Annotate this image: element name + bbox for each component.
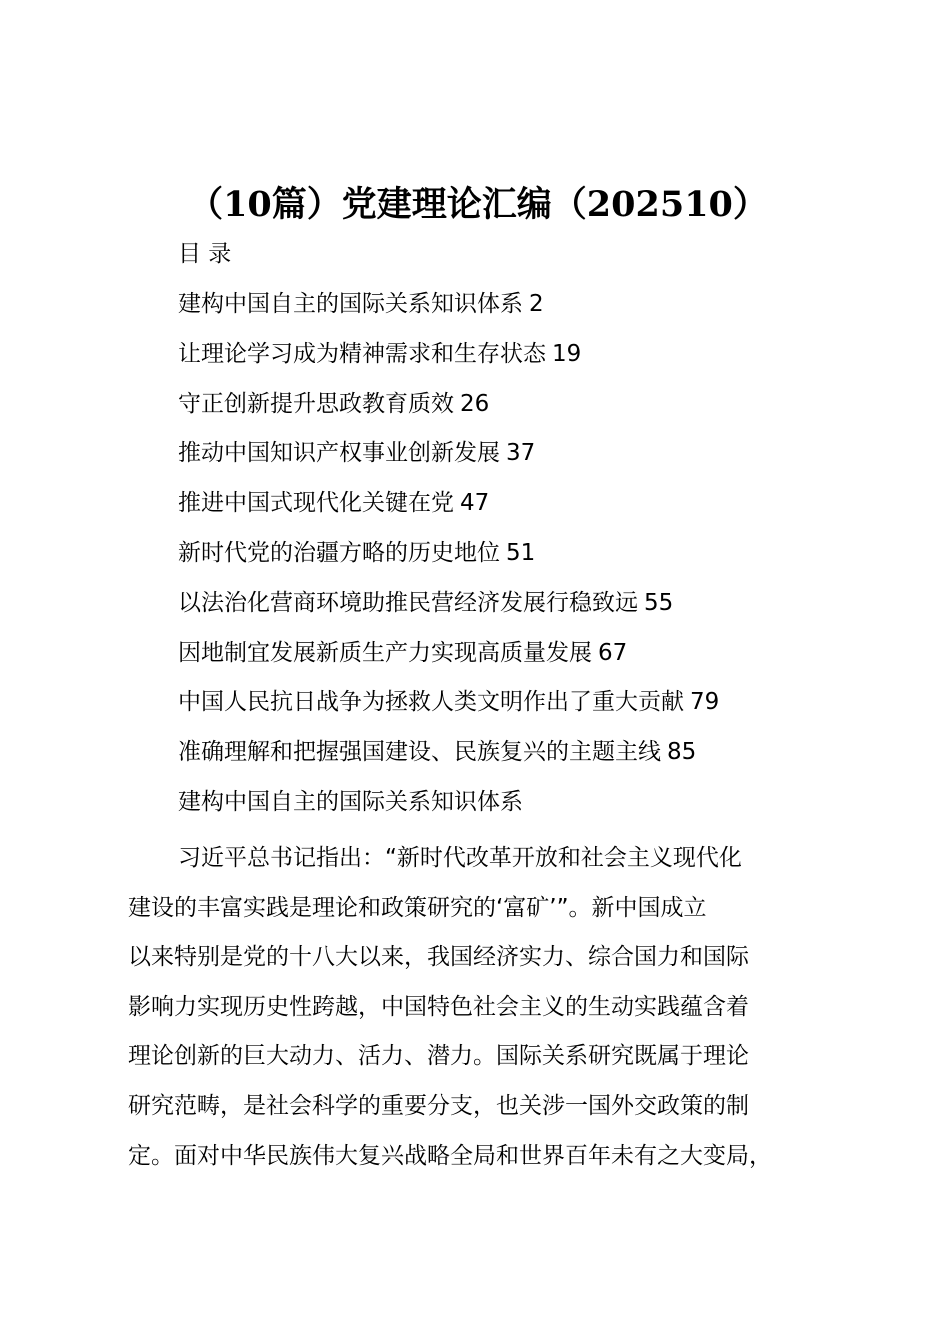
body-line: 理论创新的巨大动力、活力、潜力。国际关系研究既属于理论 xyxy=(128,1043,749,1070)
toc-entry[interactable] xyxy=(178,684,719,734)
toc-entry-title: 准确理解和把握强国建设、民族复兴的主题主线 xyxy=(178,739,661,766)
toc-entry[interactable] xyxy=(178,336,719,386)
toc-entry-page: 26 xyxy=(460,390,490,417)
toc-entry-title: 让理论学习成为精神需求和生存状态 xyxy=(178,340,546,367)
toc-entry-page: 47 xyxy=(460,490,490,517)
toc-entry-page: 19 xyxy=(552,340,582,367)
toc-entry-page: 79 xyxy=(690,689,720,716)
toc-entry-title: 推动中国知识产权事业创新发展 xyxy=(178,440,500,467)
section-heading: 建构中国自主的国际关系知识体系 xyxy=(178,789,523,815)
toc-entry[interactable] xyxy=(178,435,719,485)
toc-entry-page: 37 xyxy=(506,440,536,467)
toc-heading: 目 录 xyxy=(178,241,232,267)
body-line: 定。面对中华民族伟大复兴战略全局和世界百年未有之大变局， xyxy=(128,1142,772,1169)
table-of-contents xyxy=(178,286,719,784)
body-line: 习近平总书记指出：“新时代改革开放和社会主义现代化 xyxy=(178,845,742,871)
body-line: 建设的丰富实践是理论和政策研究的‘富矿’”。新中国成立 xyxy=(128,894,707,921)
body-line: 以来特别是党的十八大以来，我国经济实力、综合国力和国际 xyxy=(128,944,749,971)
body-line: 影响力实现历史性跨越，中国特色社会主义的生动实践蕴含着 xyxy=(128,993,749,1020)
toc-entry-title: 守正创新提升思政教育质效 xyxy=(178,390,454,417)
toc-entry[interactable] xyxy=(178,585,719,635)
toc-entry-page: 2 xyxy=(529,291,544,317)
toc-entry-title: 推进中国式现代化关键在党 xyxy=(178,490,454,517)
toc-entry[interactable] xyxy=(178,535,719,585)
toc-entry-title: 中国人民抗日战争为拯救人类文明作出了重大贡献 xyxy=(178,689,684,716)
toc-entry[interactable] xyxy=(178,635,719,685)
toc-entry-page: 51 xyxy=(506,539,536,566)
toc-entry[interactable] xyxy=(178,734,719,784)
toc-entry-title: 因地制宜发展新质生产力实现高质量发展 xyxy=(178,639,592,666)
toc-entry-title: 以法治化营商环境助推民营经济发展行稳致远 xyxy=(178,589,638,616)
toc-entry[interactable] xyxy=(178,386,719,436)
toc-entry-page: 85 xyxy=(667,739,697,766)
body-line: 研究范畴，是社会科学的重要分支，也关涉一国外交政策的制 xyxy=(128,1092,749,1119)
toc-entry-title: 新时代党的治疆方略的历史地位 xyxy=(178,539,500,566)
toc-entry[interactable] xyxy=(178,485,719,535)
document-title: （10篇）党建理论汇编（202510） xyxy=(188,184,768,225)
toc-entry[interactable] xyxy=(178,286,719,336)
toc-entry-page: 55 xyxy=(644,589,674,616)
toc-entry-page: 67 xyxy=(598,639,628,666)
toc-entry-title: 建构中国自主的国际关系知识体系 xyxy=(178,291,523,317)
body-paragraph xyxy=(128,834,840,1181)
